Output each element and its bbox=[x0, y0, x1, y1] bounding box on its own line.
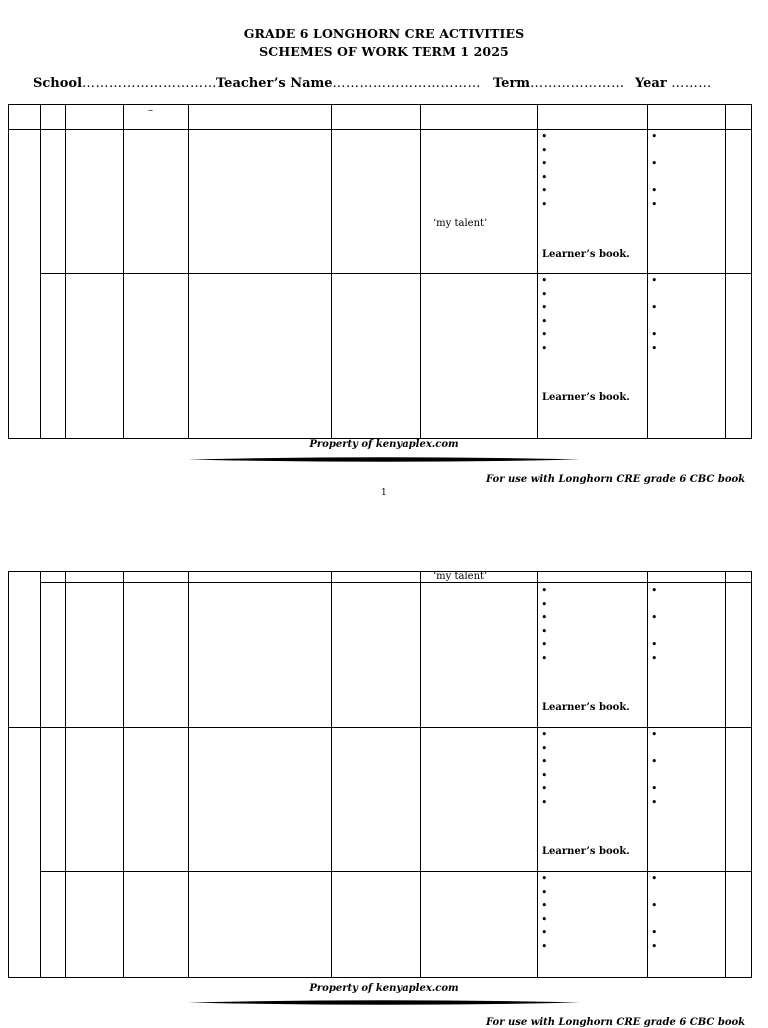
footer-rule-1 bbox=[188, 457, 580, 462]
term-field: Term………………… bbox=[493, 76, 625, 91]
school-field: School………………………… bbox=[33, 76, 218, 91]
bullet-list: • • • • • • bbox=[541, 130, 548, 211]
bullet-list: • • • • bbox=[651, 728, 658, 809]
bullet-list: • • • • • • bbox=[541, 728, 548, 809]
bullet-list: • • • • bbox=[651, 872, 658, 953]
footer-use-with: For use with Longhorn CRE grade 6 CBC book bbox=[486, 474, 746, 485]
document-title: GRADE 6 LONGHORN CRE ACTIVITIES bbox=[243, 26, 525, 41]
bullet-list: • • • • bbox=[651, 130, 658, 211]
footer-property: Property of kenyaplex.com bbox=[309, 983, 459, 994]
footer-rule-2 bbox=[188, 1000, 580, 1005]
learners-book-label: Learner’s book. bbox=[542, 249, 630, 260]
year-field: Year ……… bbox=[635, 76, 712, 91]
learners-book-label: Learner’s book. bbox=[542, 702, 630, 713]
footer-use-with: For use with Longhorn CRE grade 6 CBC book bbox=[486, 1017, 746, 1028]
bullet-list: • • • • • • bbox=[541, 584, 548, 665]
my-talent-text: ‘my talent’ bbox=[433, 218, 488, 229]
page-number: 1 bbox=[381, 488, 387, 498]
footer-property: Property of kenyaplex.com bbox=[309, 439, 459, 450]
my-talent-text: ‘my talent’ bbox=[433, 571, 488, 582]
teacher-name-field: Teacher’s Name…………………………… bbox=[216, 76, 482, 91]
bullet-list: • • • • bbox=[651, 274, 658, 355]
learners-book-label: Learner’s book. bbox=[542, 392, 630, 403]
document-subtitle: SCHEMES OF WORK TERM 1 2025 bbox=[259, 44, 509, 59]
header-dash: – bbox=[148, 105, 153, 116]
bullet-list: • • • • • • bbox=[541, 872, 548, 953]
learners-book-label: Learner’s book. bbox=[542, 846, 630, 857]
bullet-list: • • • • • • bbox=[541, 274, 548, 355]
bullet-list: • • • • bbox=[651, 584, 658, 665]
